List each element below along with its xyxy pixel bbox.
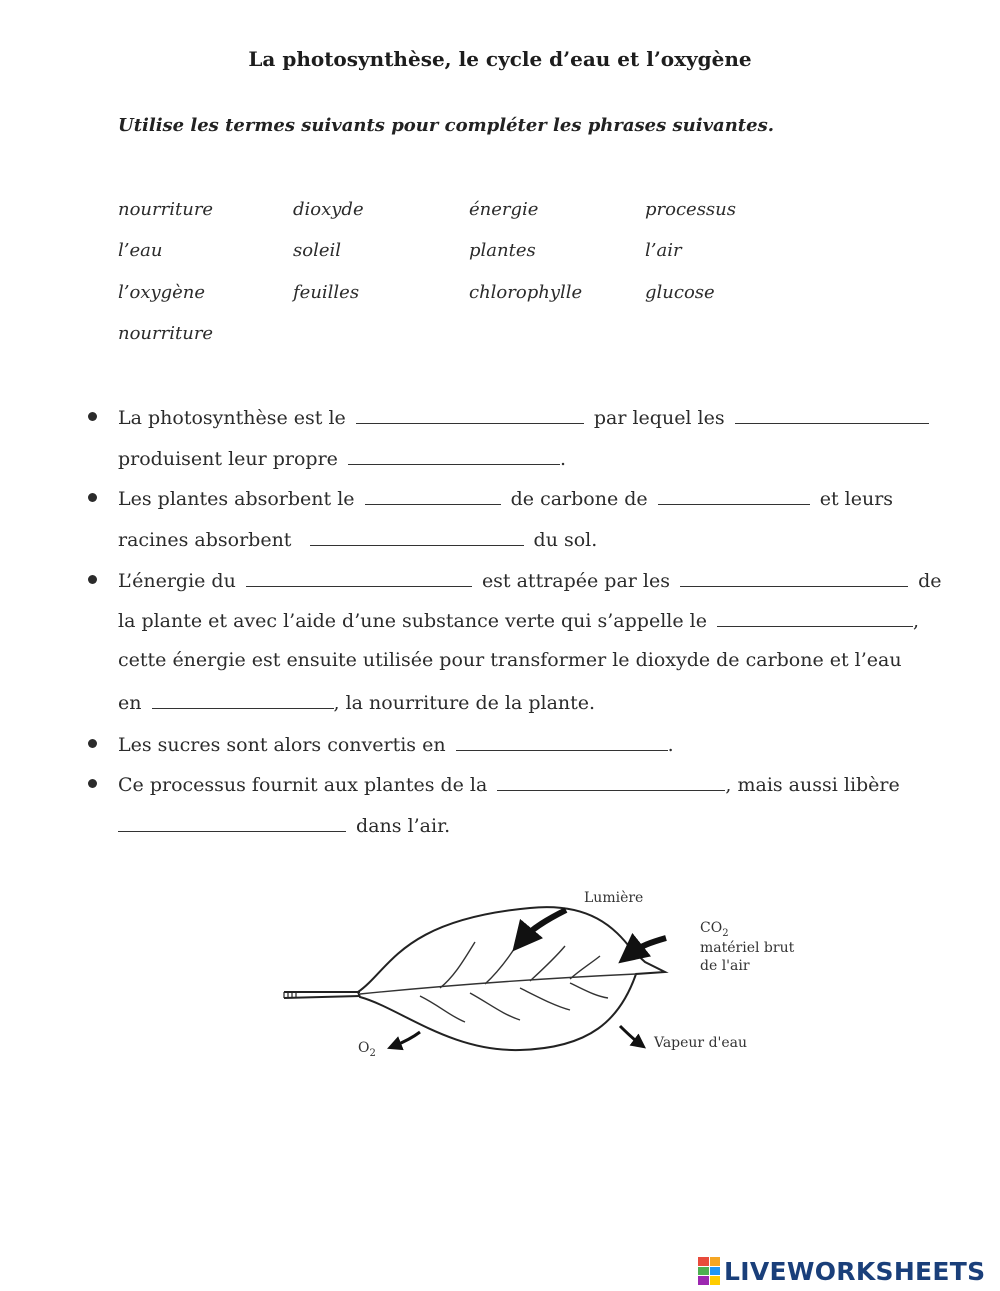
label-co2-desc-2: de l'air: [700, 958, 750, 974]
o2-arrow: [394, 1032, 420, 1046]
co2-arrow: [630, 938, 666, 954]
word-bank-item: l’eau: [118, 240, 163, 261]
sentence-2-line-1: Les plantes absorbent le de carbone de et leurs: [118, 488, 894, 510]
blank-input[interactable]: [717, 608, 913, 627]
blank-input[interactable]: [365, 486, 501, 505]
blank-input[interactable]: [356, 405, 584, 424]
word-bank-item: glucose: [645, 282, 715, 303]
word-bank-item: chlorophylle: [469, 282, 583, 303]
blank-input[interactable]: [456, 732, 668, 751]
blank-input[interactable]: [497, 772, 725, 791]
logo-icon: [698, 1257, 720, 1285]
word-bank-item: feuilles: [293, 282, 360, 303]
word-bank-item: dioxyde: [293, 199, 364, 220]
sentence-3-line-4: en , la nourriture de la plante.: [118, 692, 596, 714]
label-water-vapor: Vapeur d'eau: [654, 1035, 748, 1051]
word-bank-item: nourriture: [118, 323, 214, 344]
logo-text: LIVEWORKSHEETS: [724, 1256, 986, 1286]
bullet-1: [88, 412, 97, 421]
light-arrow: [522, 910, 566, 940]
sentence-1-line-1: La photosynthèse est le par lequel les: [118, 405, 933, 429]
word-bank-item: l’air: [645, 240, 682, 261]
leaf-outline: [358, 907, 665, 1050]
word-bank-item: processus: [645, 199, 737, 220]
leaf-diagram: [270, 880, 810, 1070]
blank-input[interactable]: [246, 568, 472, 587]
page-title: La photosynthèse, le cycle d’eau et l’oxygène: [248, 47, 752, 71]
sentence-5-line-1: Ce processus fournit aux plantes de la , mais aussi libère: [118, 774, 900, 796]
blank-input[interactable]: [310, 527, 524, 546]
bullet-4: [88, 739, 97, 748]
sentence-1-line-2: produisent leur propre .: [118, 448, 567, 470]
blank-input[interactable]: [658, 486, 810, 505]
word-bank-item: plantes: [469, 240, 536, 261]
word-bank-item: énergie: [469, 199, 539, 220]
blank-input[interactable]: [680, 568, 908, 587]
sentence-4-line-1: Les sucres sont alors convertis en .: [118, 734, 674, 756]
sentence-3-line-2: la plante et avec l’aide d’une substance verte qui s’appelle le ,: [118, 610, 920, 632]
sentence-3-line-3: cette énergie est ensuite utilisée pour transformer le dioxyde de carbone et l’eau: [118, 649, 902, 671]
sentence-2-line-2: racines absorbent du sol.: [118, 529, 598, 551]
bullet-2: [88, 493, 97, 502]
vapor-arrow: [620, 1026, 640, 1044]
instruction: Utilise les termes suivants pour compléter les phrases suivantes.: [118, 115, 774, 136]
word-bank-item: soleil: [293, 240, 341, 261]
bullet-5: [88, 779, 97, 788]
label-light: Lumière: [584, 890, 644, 906]
sentence-5-line-2: dans l’air.: [118, 813, 450, 837]
blank-input[interactable]: [348, 446, 560, 465]
label-o2: $O_2$: [358, 1040, 376, 1059]
sentence-3-line-1: L’énergie du est attrapée par les de: [118, 570, 942, 592]
liveworksheets-logo: [698, 1256, 985, 1286]
word-bank-item: nourriture: [118, 199, 214, 220]
label-co2-desc-1: matériel brut: [700, 940, 795, 956]
word-bank-item: l’oxygène: [118, 282, 206, 303]
bullet-3: [88, 575, 97, 584]
label-co2: $CO_2$: [700, 920, 729, 939]
blank-input[interactable]: [152, 690, 334, 709]
leaf-veins: [360, 940, 636, 1022]
blank-input[interactable]: [735, 405, 929, 424]
leaf-stem: [284, 992, 360, 998]
blank-input[interactable]: [118, 813, 346, 832]
